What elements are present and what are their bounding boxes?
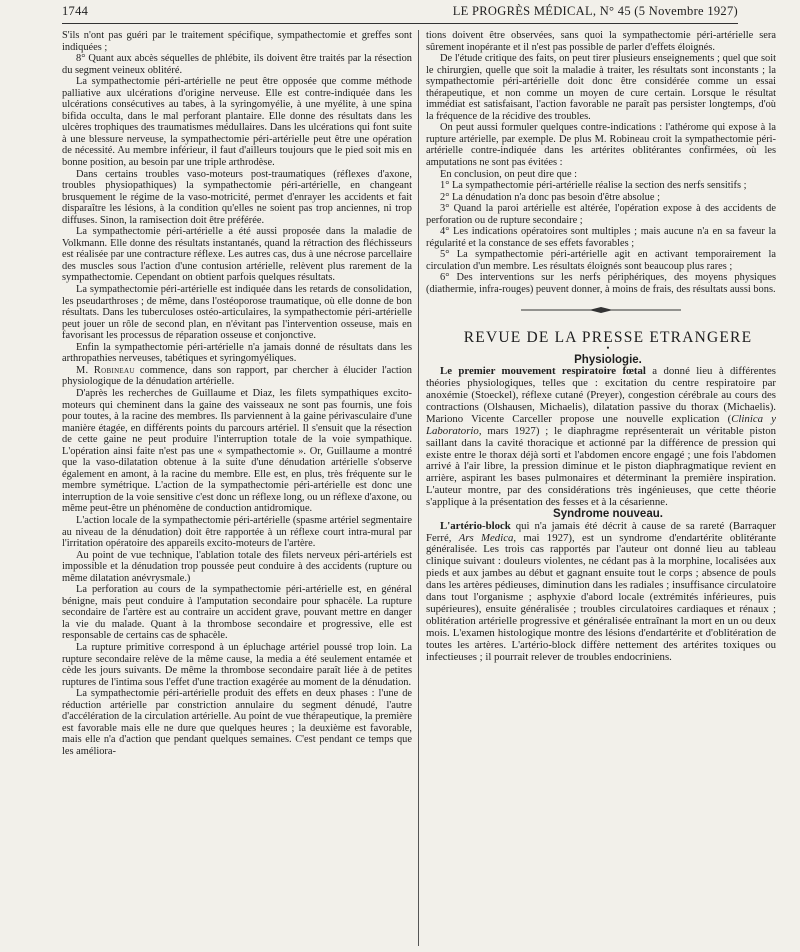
paragraph: La sympathectomie péri-artérielle ne peut être opposée que comme méthode palliative aux ulcérations d'origine nerveuse. Elle est contre-indiquée dans les ulcérations consécutives au tabes, à la syringomyélie, à une myélite, à une spina bifida occulta, dans le mal perforant plantaire. Elle donne des résultats dans les ulcères trophiques des traumatismes médullaires. Dans les ulcérations qui font suite à une blessure nerveuse, la sympathectomie péri-artérielle peut être une opération de nécessité. Au membre inférieur, il faut d'ailleurs toujours que le pied soit mis en bonne position, au besoin par une triple arthrodèse. xyxy=(62,76,412,169)
paragraph: La sympathectomie péri-artérielle a été aussi proposée dans la maladie de Volkmann. Elle donne des résultats instantanés, quand la rétraction des fléchisseurs est réalisée par une contracture réflexe. Les autres cas, dus à une nécrose parcellaire des muscles sous l'action d'une contusion artérielle, relèvent plus rarement de la sympathectomie. Cependant on obtient parfois quelques résultats. xyxy=(62,226,412,284)
paragraph: La perforation au cours de la sympathectomie péri-artérielle est, en général bénigne, mais peut conduire à l'amputation secondaire pour sphacèle. La rupture secondaire de l'artère est au contraire un accident grave, pouvant mettre en danger la vie du malade. Quant à la thrombose secondaire et progressive, elle est responsable de certains cas de sphacèle. xyxy=(62,584,412,642)
paragraph: L'action locale de la sympathectomie péri-artérielle (spasme artériel segmentaire au niveau de la dénudation) doit être rapportée à un réflexe court intra-mural par l'irritation opératoire des appareils excito-moteurs de l'artère. xyxy=(62,514,412,550)
paragraph: La sympathectomie péri-artérielle est indiquée dans les retards de consolidation, les pseudarthroses ; de même, dans l'ostéoporose traumatique, où elle donne de bon résultats. Dans les tuberculoses ostéo-articulaires, la sympathectomie péri-artérielle peut jouer un rôle de second plan, en n'évitant pas l'intervention osseuse, mais en favorisant les processus de réparation osseuse et conjonctive. xyxy=(62,284,412,342)
article-paragraph xyxy=(426,366,776,509)
paragraph: 8° Quant aux abcès séquelles de phlébite, ils doivent être traités par la résection du segment veineux oblitéré. xyxy=(62,53,412,76)
paragraph: D'après les recherches de Guillaume et Diaz, les filets sympathiques excito-moteurs qui cheminent dans la gaine des vaisseaux ne sont pas fournis, une fois pour toutes, à la racine des membres. Ils parviennent à la gaine périvasculaire d'une manière étagée, en différents points du parcours artériel. Il s'ensuit que la résection de cette gaine ne peut produire l'interruption totale de la voie sympathique. L'opération ainsi faite n'est pas une « sympathectomie ». Or, Guillaume a montré que la vaso-dilatation obtenue à la suite d'une dénudation artérielle s'observe également en amont, à la racine du membre. Elle est, en plus, très fréquente sur le membre symétrique. L'action de la sympathectomie péri-artérielle est donc une interruption de la voie sensitive c'est donc un réflexe long, ou un réflexe d'axone, ou même peut-être un phénomène de conduction antidromique. xyxy=(62,387,412,515)
column-divider xyxy=(418,30,419,946)
right-column xyxy=(426,30,776,946)
article-text: a donné lieu à différentes théories physiologiques, telles que : excitation du centre respiratoire par anoxémie (Stoeckel), réflexe cutané (Preyer), congestion cérébrale au cours des contractions (Olshausen, Michaelis), dilatation passive du thorax (Michaelis). Mariono Vicente Carceller propose une nouvelle explication ( xyxy=(426,365,776,425)
paragraph: Au point de vue technique, l'ablation totale des filets nerveux péri-artériels est impossible et la dénudation trop poussée peut conduire à des accidents (rupture ou même dilatation anévrysmale.) xyxy=(62,549,412,584)
list-item: 6° Des interventions sur les nerfs périphériques, des moyens physiques (diathermie, infra-rouges) peuvent donner, à moins de frais, des résultats aussi bons. xyxy=(426,272,776,296)
list-item: 3° Quand la paroi artérielle est altérée, l'opération expose à des accidents de perforation ou de rupture secondaire ; xyxy=(426,203,776,226)
paragraph: Dans certains troubles vaso-moteurs post-traumatiques (réflexes d'axone, troubles physiopathiques) la sympathectomie péri-artérielle, en changeant brusquement le régime de la vaso-motricité, permet d'enrayer les accidents et fait disparaître les lésions, à la condition qu'elles ne soient pas trop anciennes, ni trop diffuses. Sinon, la ramisection doit être préférée. xyxy=(62,168,412,226)
list-item: 4° Les indications opératoires sont multiples ; mais aucune n'a en sa faveur la régularité et la constance de ses effets favorables ; xyxy=(426,226,776,249)
subsection-title: Physiologie. xyxy=(574,353,642,366)
page-header xyxy=(62,4,738,22)
section-title: REVUE DE LA PRESSE ETRANGERE xyxy=(463,328,753,346)
list-item: 1° La sympathectomie péri-artérielle réalise la section des nerfs sensitifs ; xyxy=(440,180,747,192)
paragraph: En conclusion, on peut dire que : xyxy=(440,168,578,180)
subsection-title: Syndrome nouveau. xyxy=(553,508,663,521)
ornament-divider xyxy=(501,306,701,314)
left-column xyxy=(62,30,412,946)
paragraph: La sympathectomie péri-artérielle produit des effets en deux phases : l'une de réduction artérielle par constriction annulaire du segment dénudé, l'autre d'accélération de la circulation artérielle. Au point de vue thérapeutique, la première est favorable mais elle ne dure que quelques heures ; la deuxième est favorable, mais elle n'a d'action que pendant quelques semaines. C'est pendant ce temps que les améliora- xyxy=(62,688,412,757)
journal-name: Ars Medica xyxy=(458,531,514,544)
journal-title: LE PROGRÈS MÉDICAL, N° 45 (5 Novembre 1927) xyxy=(452,4,738,18)
list-item: 5° La sympathectomie péri-artérielle agit en activant temporairement la circulation d'un membre. Les résultats éloignés sont beaucoup plus rares ; xyxy=(426,249,776,272)
paragraph xyxy=(62,365,412,388)
page-number: 1744 xyxy=(62,4,89,18)
paragraph: S'ils n'ont pas guéri par le traitement spécifique, sympathectomie et greffes sont indiquées ; xyxy=(62,30,412,53)
article-text: , mars 1927) ; le diaphragme représenterait un véritable piston saillant dans la cavité thoracique et actionné par la différence de pression qui existe entre le thorax déjà sorti et l'abdomen encore engagé ; une fois l'abdomen arrivé à l'air libre, la pression diminue et le piston diaphragmatique revient en arrière, aspirant les bases pulmonaires et déterminant la première inspiration. L'auteur montre, par des considérations très ingénieuses, que cette théorie s'applique à la présentation des fesses et à la césarienne. xyxy=(426,424,776,509)
paragraph-text: commence, dans son rapport, par chercher à élucider l'action physiologique de la dénudation artérielle. xyxy=(62,364,412,388)
header-rule xyxy=(62,23,738,24)
paragraph: De l'étude critique des faits, on peut tirer plusieurs enseignements ; quel que soit le chirurgien, quelle que soit la maladie à traiter, les résultats sont inconstants ; la sympathectomie péri-artérielle doit donc être considérée comme un essai thérapeutique, et non comme un moyen de cure certain. Lorsque le résultat immédiat est satisfaisant, l'action favorable ne paraît pas persister longtemps, d'où la fréquence de la récidive des troubles. xyxy=(426,53,776,122)
article-paragraph xyxy=(426,521,776,664)
article-text: , mai 1927), est un syndrome d'endartérite oblitérante généralisée. Les trois cas rapportés par l'auteur ont donné lieu au tableau clinique suivant : douleurs violentes, ne cédant pas à la morphine, localisées aux pieds et aux jambes au début et gagnant ensuite tout le corps ; absence de pouls dans les artères pédieuses, diminution dans les radiales ; insuffisance circulatoire dans tout l'organisme ; asphyxie d'abord locale (extrémités inférieures, puis supérieures), ensuite généralisée ; troubles circulatoires cardiaques et rénaux ; oblitération artérielle progressive et généralisée entraînant la mort en un ou deux mois. L'examen histologique montre des lésions d'endartérite et d'oblitération de toutes les artères. L'artério-block diffère nettement des artérites toxiques ou infectieuses ; il pourrait relever de troubles endocriniens. xyxy=(426,531,776,663)
article-title: L'artério-block xyxy=(440,519,511,532)
list-item: 2° La dénudation n'a donc pas besoin d'être absolue ; xyxy=(440,191,660,203)
author-name: M. Robineau xyxy=(76,364,135,376)
paragraph: tions doivent être observées, sans quoi la sympathectomie péri-artérielle sera sûrement inopérante et il n'est pas possible de parler d'effets éloignés. xyxy=(426,30,776,53)
article-title: Le premier mouvement respiratoire fœtal xyxy=(440,365,646,378)
paragraph: La rupture primitive correspond à un épluchage artériel poussé trop loin. La rupture secondaire relève de la même cause, la media a été seulement entamée et cède les jours suivants. De même la thrombose secondaire paraît liée à de petites ruptures de l'intima sous l'effet d'une traction exagérée au moment de la dénudation. xyxy=(62,641,412,688)
section-mark: • xyxy=(606,343,610,354)
paragraph: On peut aussi formuler quelques contre-indications : l'athérome qui expose à la rupture artérielle, par exemple. De plus M. Robineau croit la sympathectomie péri-artérielle contre-indiquée dans les artérites oblitérantes confirmées, où les amputations ne sont pas évitées : xyxy=(426,122,776,169)
article-text: qui n'a jamais été décrit à cause de sa rareté (Barraquer Ferré, xyxy=(426,519,776,544)
journal-name: Clinica y Laboratorio xyxy=(426,412,776,437)
paragraph: Enfin la sympathectomie péri-artérielle n'a jamais donné de résultats dans les arthropathies nerveuses, tabétiques et syringomyéliques. xyxy=(62,341,412,365)
